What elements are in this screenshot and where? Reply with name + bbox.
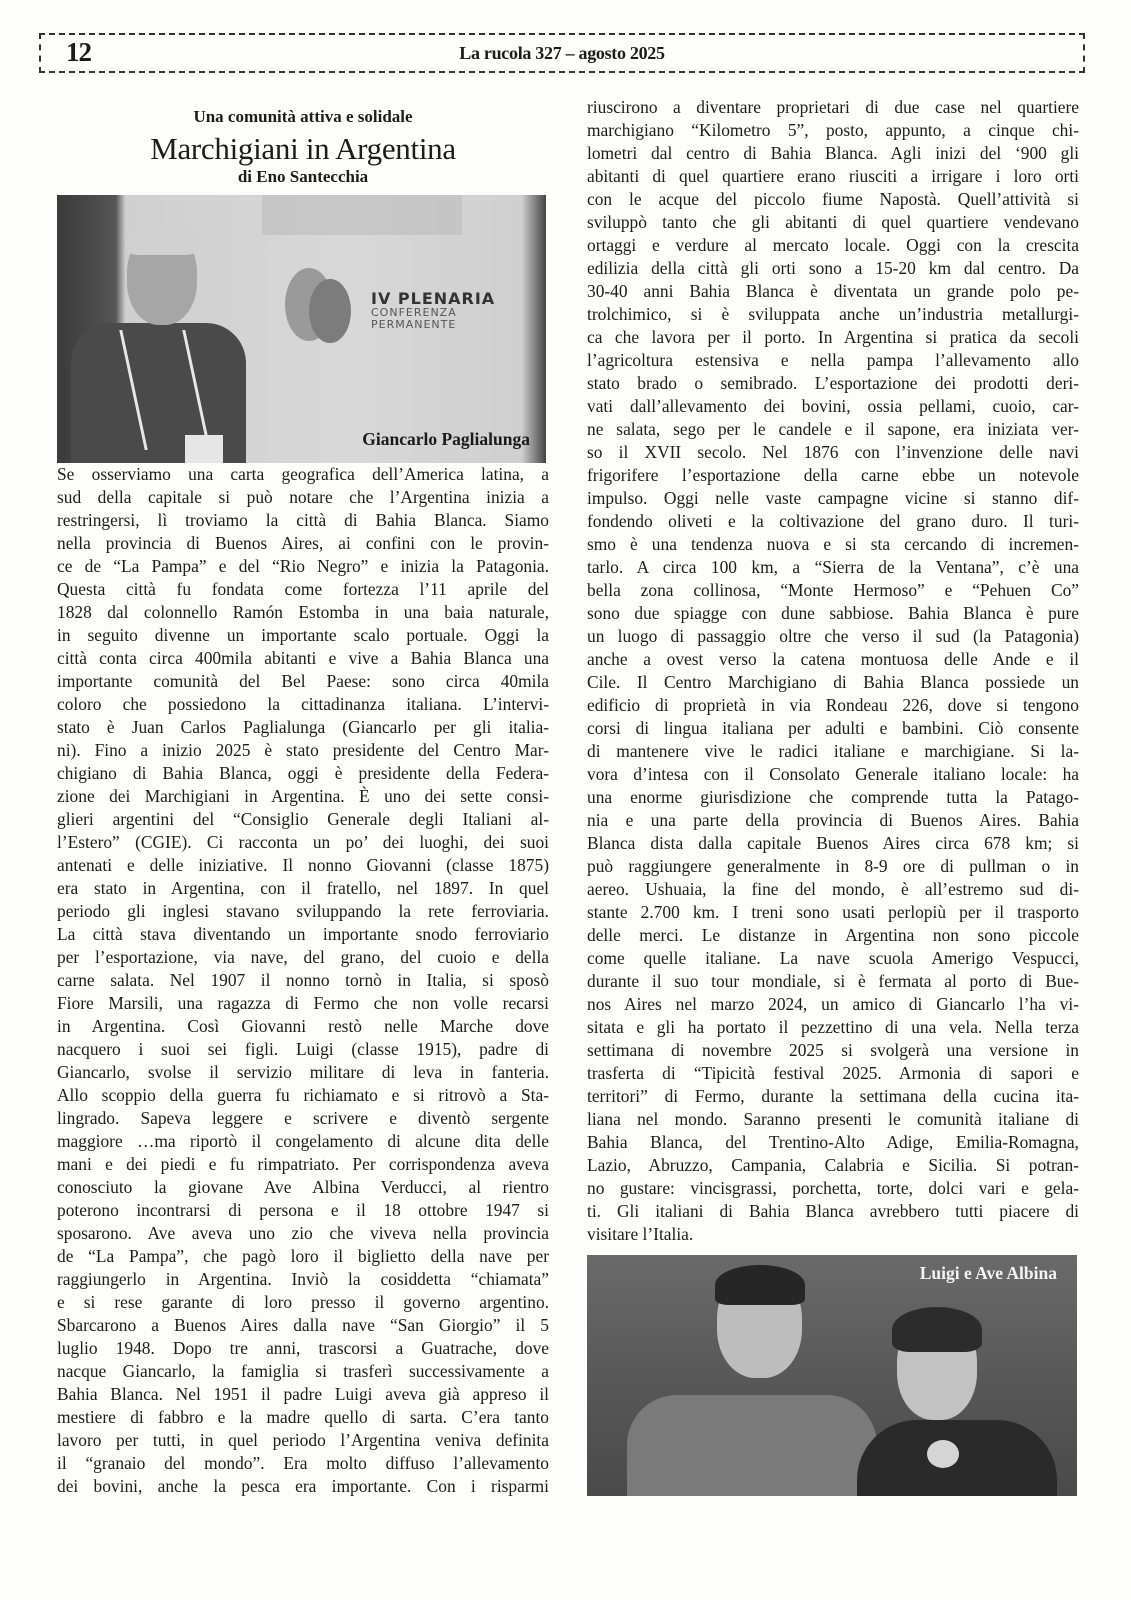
text-line: trolchimico, si è sviluppata anche un’industria metallurgi-: [587, 304, 1079, 324]
text-line: settimana di novembre 2025 si svolgerà una versione in: [587, 1040, 1079, 1060]
text-line: 1828 dal colonnello Ramón Estomba in una baia naturale,: [57, 602, 549, 622]
left-column: [57, 100, 549, 1498]
page-number: 12: [66, 37, 91, 67]
text-line: ce de “La Pampa” e del “Rio Negro” e inizia la Patagonia.: [57, 556, 549, 576]
text-line: coloro che possiedono la cittadinanza italiana. L’intervi-: [57, 694, 549, 714]
text-line: liana nel mondo. Saranno presenti le comunità italiane di: [587, 1109, 1079, 1129]
text-line: zione dei Marchigiani in Argentina. È uno dei sette consi-: [57, 786, 549, 806]
text-line: territori” di Fermo, durante la settimana della cucina ita-: [587, 1086, 1079, 1106]
conference-logo-circle: [309, 279, 351, 343]
text-line: glieri argentini del “Consiglio Generale degli Italiani al-: [57, 809, 549, 829]
text-line: importante comunità del Bel Paese: sono circa 40mila: [57, 671, 549, 691]
text-line: bella zona collinosa, “Monte Hermoso” e “Pehuen Co”: [587, 580, 1079, 600]
text-line: Allo scoppio della guerra fu richiamato e si ritrovò a Sta-: [57, 1085, 549, 1105]
text-line: stante 2.700 km. I treni sono usati perlopiù per il trasporto: [587, 902, 1079, 922]
photo-giancarlo: [57, 195, 546, 463]
page-header: [39, 33, 1085, 73]
text-line: sud della capitale si può notare che l’Argentina inizia a: [57, 487, 549, 507]
text-line: di mantenere vive le radici italiane e marchigiane. Si la-: [587, 741, 1079, 761]
text-line: nella provincia di Buenos Aires, ai confini con le provin-: [57, 533, 549, 553]
text-line: stato brado o semibrado. L’esportazione dei prodotti deri-: [587, 373, 1079, 393]
text-line: vati dall’allevamento dei bovini, ossia pellami, cuoio, car-: [587, 396, 1079, 416]
text-line: con le acque del piccolo fiume Napostà. Quell’attività si: [587, 189, 1079, 209]
issue-line: La rucola 327 – agosto 2025: [459, 43, 665, 63]
text-line: come quelle italiane. La nave scuola Amerigo Vespucci,: [587, 948, 1079, 968]
text-line: Bahia Blanca. Nel 1951 il padre Luigi aveva già appreso il: [57, 1384, 549, 1404]
text-line: fondendo oliveti e la coltivazione del grano duro. Il turi-: [587, 511, 1079, 531]
photo-caption: Luigi e Ave Albina: [919, 1263, 1057, 1283]
text-line: era stato in Argentina, con il fratello, nel 1897. In quel: [57, 878, 549, 898]
article-byline: di Eno Santecchia: [237, 167, 369, 186]
text-line: sitata e gli ha portato il pezzettino di una vela. Nella terza: [587, 1017, 1079, 1037]
text-line: corsi di lingua italiana per adulti e bambini. Ciò consente: [587, 718, 1079, 738]
text-line: trasferta di “Tipicità festival 2025. Armonia di sapori e: [587, 1063, 1079, 1083]
text-line: vora d’intesa con il Consolato Generale italiano locale: ha: [587, 764, 1079, 784]
text-line: nia e una parte della provincia di Buenos Aires. Bahia: [587, 810, 1079, 830]
text-line: raggiungerlo in Argentina. Inviò la cosiddetta “chiamata”: [57, 1269, 549, 1289]
text-line: lometri dal centro di Bahia Blanca. Agli inizi del ‘900 gli: [587, 143, 1079, 163]
text-line: Giancarlo, svolse il servizio militare di leva in fanteria.: [57, 1062, 549, 1082]
text-line: chigiano di Bahia Blanca, oggi è presidente della Federa-: [57, 763, 549, 783]
text-line: Bahia Blanca, del Trentino-Alto Adige, Emilia-Romagna,: [587, 1132, 1079, 1152]
photo-caption: Giancarlo Paglialunga: [362, 429, 530, 449]
person-hair: [125, 225, 199, 255]
text-line: una enorme giurisdizione che comprende tutta la Patago-: [587, 787, 1079, 807]
text-line: edificio di proprietà in via Rondeau 226, dove si tengono: [587, 695, 1079, 715]
text-line: un luogo di passaggio oltre che verso il sud (la Patagonia): [587, 626, 1079, 646]
text-line: poterono incontrarsi di persona e il 18 ottobre 1947 si: [57, 1200, 549, 1220]
text-line: maggiore …ma riportò il congelamento di alcune dita delle: [57, 1131, 549, 1151]
badge: [185, 435, 223, 463]
text-line: durante il suo tour mondiale, si è fermata al porto di Bue-: [587, 971, 1079, 991]
text-line: sviluppò tanto che gli abitanti di quel quartiere vendevano: [587, 212, 1079, 232]
article-title: Marchigiani in Argentina: [150, 131, 456, 166]
article-kicker: Una comunità attiva e solidale: [193, 107, 413, 126]
text-line: smo è una tendenza nuova e si sta cercando di incremen-: [587, 534, 1079, 554]
text-line: per l’esportazione, via nave, del grano, del cuoio e della: [57, 947, 549, 967]
text-line: ca che lavora per il porto. In Argentina si pratica da secoli: [587, 327, 1079, 347]
text-line: il “granaio del mondo”. Era molto diffuso l’allevamento: [57, 1453, 549, 1473]
text-line: no gustare: vincisgrassi, porchetta, torte, dolci vari e gela-: [587, 1178, 1079, 1198]
person-silhouette: [627, 1395, 877, 1496]
text-line: città conta circa 400mila abitanti e vive a Bahia Blanca una: [57, 648, 549, 668]
text-line: dei bovini, anche la pesca era importante. Con i risparmi: [57, 1476, 549, 1496]
text-line: Se osserviamo una carta geografica dell’America latina, a: [57, 464, 549, 484]
text-line: 30-40 anni Bahia Blanca è diventata un grande polo pe-: [587, 281, 1079, 301]
text-line: sposarono. Ave aveva uno zio che viveva nella provincia: [57, 1223, 549, 1243]
text-line: sono due spiagge con dune sabbiose. Bahia Blanca è pure: [587, 603, 1079, 623]
text-line: frigorifere l’esportazione della carne ebbe un notevole: [587, 465, 1079, 485]
person-hair: [892, 1307, 982, 1352]
text-line: so il XVII secolo. Nel 1876 con l’invenzione delle navi: [587, 442, 1079, 462]
text-line: La città stava diventando un importante snodo ferroviario: [57, 924, 549, 944]
text-line: edilizia della città gli orti sono a 15-20 km dal centro. Da: [587, 258, 1079, 278]
text-line: ti. Gli italiani di Bahia Blanca avrebbero tutti piacere di: [587, 1201, 1079, 1221]
text-line: luglio 1948. Dopo tre anni, trascorsi a Guatrache, dove: [57, 1338, 549, 1358]
text-line: lavoro per tutti, in quel periodo l’Argentina veniva definita: [57, 1430, 549, 1450]
text-line: in Argentina. Così Giovanni restò nelle Marche dove: [57, 1016, 549, 1036]
text-line: tarlo. A circa 100 km, a “Sierra de la Ventana”, c’è una: [587, 557, 1079, 577]
text-line: riuscirono a diventare proprietari di due case nel quartiere: [587, 97, 1079, 117]
text-line: ortaggi e verdure al mercato locale. Oggi con la crescita: [587, 235, 1079, 255]
article-body-left: [57, 463, 549, 1498]
text-line: l’Estero” (CGIE). Ci racconta un po’ dei luoghi, dei suoi: [57, 832, 549, 852]
text-line: delle merci. Le distanze in Argentina non sono piccole: [587, 925, 1079, 945]
text-line: marchigiano “Kilometro 5”, posto, appunto, a cinque chi-: [587, 120, 1079, 140]
text-line: antenati e delle iniziative. Il nonno Giovanni (classe 1875): [57, 855, 549, 875]
text-line: Cile. Il Centro Marchigiano di Bahia Blanca possiede un: [587, 672, 1079, 692]
text-line: nacque Giancarlo, la famiglia si trasferì successivamente a: [57, 1361, 549, 1381]
text-line: restringersi, lì troviamo la città di Bahia Blanca. Siamo: [57, 510, 549, 530]
text-line: nos Aires nel marzo 2024, un amico di Giancarlo l’ha vi-: [587, 994, 1079, 1014]
conference-logos: [262, 195, 462, 235]
text-line: può raggiungere generalmente in 8-9 ore di pullman o in: [587, 856, 1079, 876]
text-line: stato è Juan Carlos Paglialunga (Giancarlo per gli italia-: [57, 717, 549, 737]
text-line: Blanca dista dalla capitale Buenos Aires circa 678 km; si: [587, 833, 1079, 853]
photo-luigi-ave: [587, 1255, 1077, 1496]
text-line: l’agricoltura estensiva e nella pampa l’allevamento allo: [587, 350, 1079, 370]
person-hair: [715, 1265, 805, 1305]
text-line: Questa città fu fondata come fortezza l’11 aprile del: [57, 579, 549, 599]
text-line: aereo. Ushuaia, la fine del mondo, è all’estremo sud di-: [587, 879, 1079, 899]
article-body-right: [587, 96, 1079, 1246]
text-line: ni). Fino a inizio 2025 è stato presidente del Centro Mar-: [57, 740, 549, 760]
conference-banner-text: IV PLENARIA CONFERENZA PERMANENTE: [371, 289, 496, 331]
right-column: [587, 96, 1079, 1496]
text-line: periodo gli inglesi stavano sviluppando la rete ferroviaria.: [57, 901, 549, 921]
text-line: mani e dei piedi e fu rimpatriato. Per corrispondenza aveva: [57, 1154, 549, 1174]
text-line: Lazio, Abruzzo, Campania, Calabria e Sicilia. Si potran-: [587, 1155, 1079, 1175]
text-line: abitanti di quel quartiere erano riusciti a irrigare i loro orti: [587, 166, 1079, 186]
text-line: nacquero i suoi sei figli. Luigi (classe 1915), padre di: [57, 1039, 549, 1059]
text-line: impulso. Oggi nelle vaste campagne vicine si stanno dif-: [587, 488, 1079, 508]
text-line: Sbarcarono a Buenos Aires dalla nave “San Giorgio” il 5: [57, 1315, 549, 1335]
text-line: anche a ovest verso la catena montuosa delle Ande e il: [587, 649, 1079, 669]
text-line: ne salata, sego per le candele e il sapone, era iniziata ver-: [587, 419, 1079, 439]
corsage: [927, 1440, 959, 1468]
text-line: mestiere di fabbro e la madre quello di sarta. C’era tanto: [57, 1407, 549, 1427]
text-line: de “La Pampa”, che pagò loro il biglietto della nave per: [57, 1246, 549, 1266]
text-line: carne salata. Nel 1907 il nonno tornò in Italia, si sposò: [57, 970, 549, 990]
text-line: lingrado. Sapeva leggere e scrivere e diventò sergente: [57, 1108, 549, 1128]
text-line: in seguito divenne un importante scalo portuale. Oggi la: [57, 625, 549, 645]
text-line: Fiore Marsili, una ragazza di Fermo che non volle recarsi: [57, 993, 549, 1013]
text-line: e si rese garante di loro presso il governo argentino.: [57, 1292, 549, 1312]
text-line: conosciuto la giovane Ave Albina Verducci, al rientro: [57, 1177, 549, 1197]
text-line: visitare l’Italia.: [587, 1224, 694, 1244]
